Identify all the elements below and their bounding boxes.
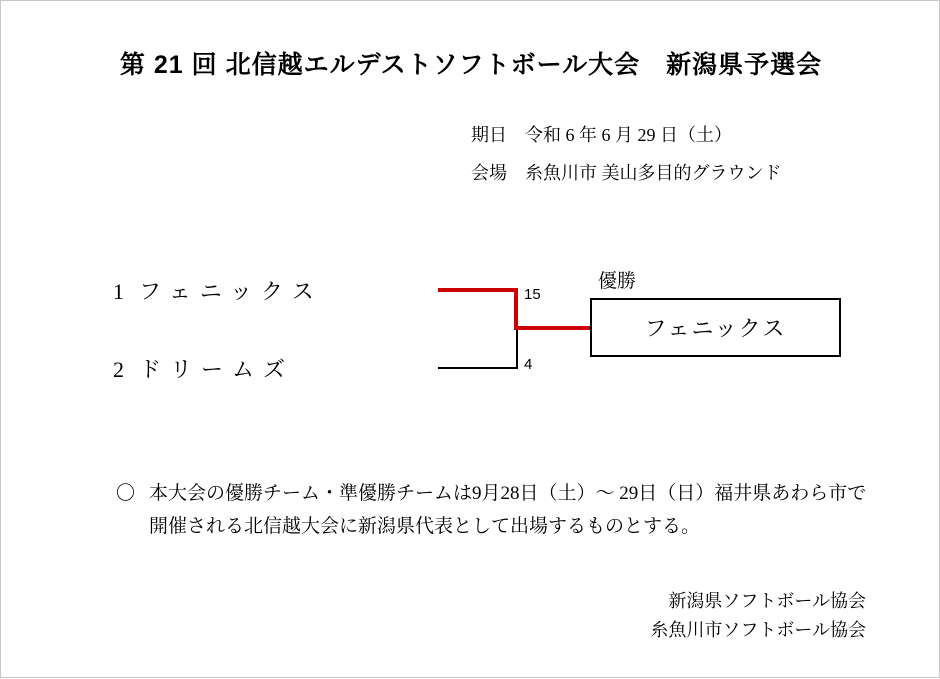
champion-name: フェニックス (644, 316, 787, 341)
bracket-team-1-name: フェニックス (139, 279, 323, 304)
bracket-score-team-1: 15 (524, 286, 541, 303)
footer-organization-2: 糸魚川市ソフトボール協会 (650, 620, 866, 640)
bracket-line-bottom (438, 367, 518, 369)
note-block (116, 477, 876, 544)
bracket-team-2-seed: 2 (113, 357, 124, 382)
bracket-score-team-2: 4 (524, 356, 533, 373)
champion-box (590, 298, 841, 357)
event-date: 期日 令和 6 年 6 月 29 日（土） (471, 125, 732, 145)
note-text: 本大会の優勝チーム・準優勝チームは9月28日（土）〜 29日（日）福井県あわら市で開催される北信越大会に新潟県代表として出場するものとする。 (149, 483, 867, 538)
bracket-team-2 (113, 353, 294, 384)
bracket-team-1-seed: 1 (113, 279, 124, 304)
bracket-line-champion (514, 326, 592, 330)
page-title: 第 21 回 北信越エルデストソフトボール大会 新潟県予選会 (119, 51, 823, 79)
bracket-line-vertical-upper (514, 288, 518, 330)
bracket-line-vertical-lower (516, 328, 518, 369)
footer-organization-1: 新潟県ソフトボール協会 (668, 591, 866, 611)
event-venue: 会場 糸魚川市 美山多目的グラウンド (471, 163, 782, 183)
note-bullet: 〇 (116, 483, 136, 504)
champion-label: 優勝 (598, 271, 637, 292)
bracket-team-1 (113, 275, 323, 306)
tournament-bracket (1, 1, 940, 679)
bracket-line-top-winner (438, 288, 518, 292)
bracket-team-2-name: ドリームズ (139, 357, 295, 382)
